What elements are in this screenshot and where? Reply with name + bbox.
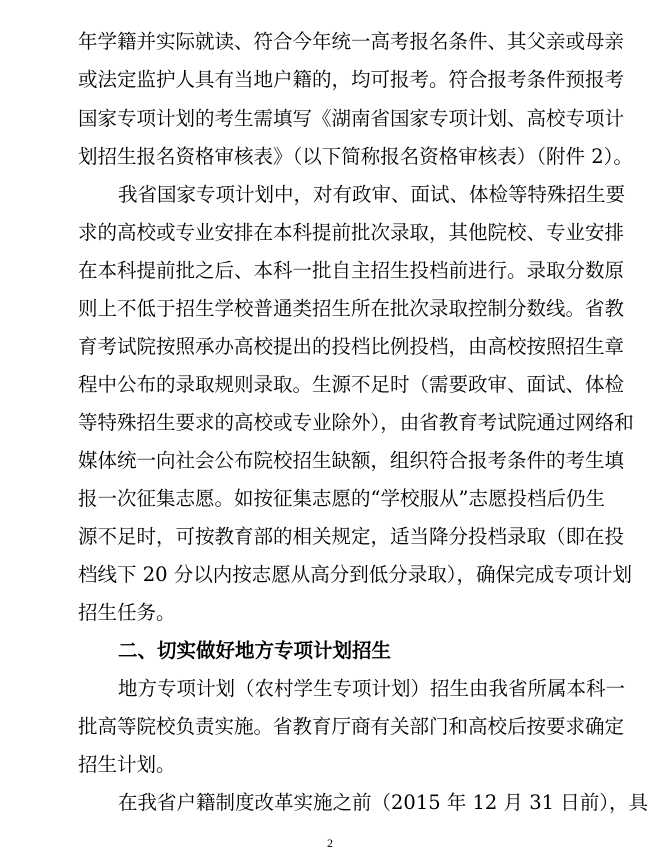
paragraph-line: 程中公布的录取规则录取。生源不足时（需要政审、面试、体检 [78, 373, 625, 396]
paragraph-line: 源不足时，可按教育部的相关规定，适当降分投档录取（即在投 [78, 525, 625, 548]
paragraph-line: 划招生报名资格审核表》（以下简称报名资格审核表）（附件 2）。 [78, 145, 633, 168]
paragraph-line: 国家专项计划的考生需填写《湖南省国家专项计划、高校专项计 [78, 107, 625, 130]
paragraph-line: 批高等院校负责实施。省教育厅商有关部门和高校后按要求确定 [78, 715, 625, 738]
paragraph-line: 求的高校或专业安排在本科提前批次录取，其他院校、专业安排 [78, 221, 625, 244]
paragraph-line: 媒体统一向社会公布院校招生缺额，组织符合报考条件的考生填 [78, 449, 625, 472]
section-heading: 二、切实做好地方专项计划招生 [118, 639, 392, 662]
page-number: 2 [327, 836, 333, 850]
paragraph-line: 则上不低于招生学校普通类招生所在批次录取控制分数线。省教 [78, 297, 625, 320]
paragraph-line: 或法定监护人具有当地户籍的，均可报考。符合报考条件预报考 [78, 68, 625, 91]
paragraph-line: 等特殊招生要求的高校或专业除外），由省教育考试院通过网络和 [78, 411, 634, 434]
paragraph-line: 招生任务。 [78, 601, 176, 624]
paragraph-line: 地方专项计划（农村学生专项计划）招生由我省所属本科一 [118, 677, 626, 700]
paragraph-line: 招生计划。 [78, 753, 176, 776]
paragraph-line: 育考试院按照承办高校提出的投档比例投档，由高校按照招生章 [78, 335, 625, 358]
paragraph-line: 我省国家专项计划中，对有政审、面试、体检等特殊招生要 [118, 183, 626, 206]
paragraph-line: 在我省户籍制度改革实施之前（2015 年 12 月 31 日前），具 [118, 791, 648, 814]
paragraph-line: 在本科提前批之后、本科一批自主招生投档前进行。录取分数原 [78, 259, 625, 282]
paragraph-line: 报一次征集志愿。如按征集志愿的“学校服从”志愿投档后仍生 [78, 487, 605, 510]
paragraph-line: 年学籍并实际就读、符合今年统一高考报名条件、其父亲或母亲 [78, 30, 625, 53]
paragraph-line: 档线下 20 分以内按志愿从高分到低分录取），确保完成专项计划 [78, 563, 632, 586]
